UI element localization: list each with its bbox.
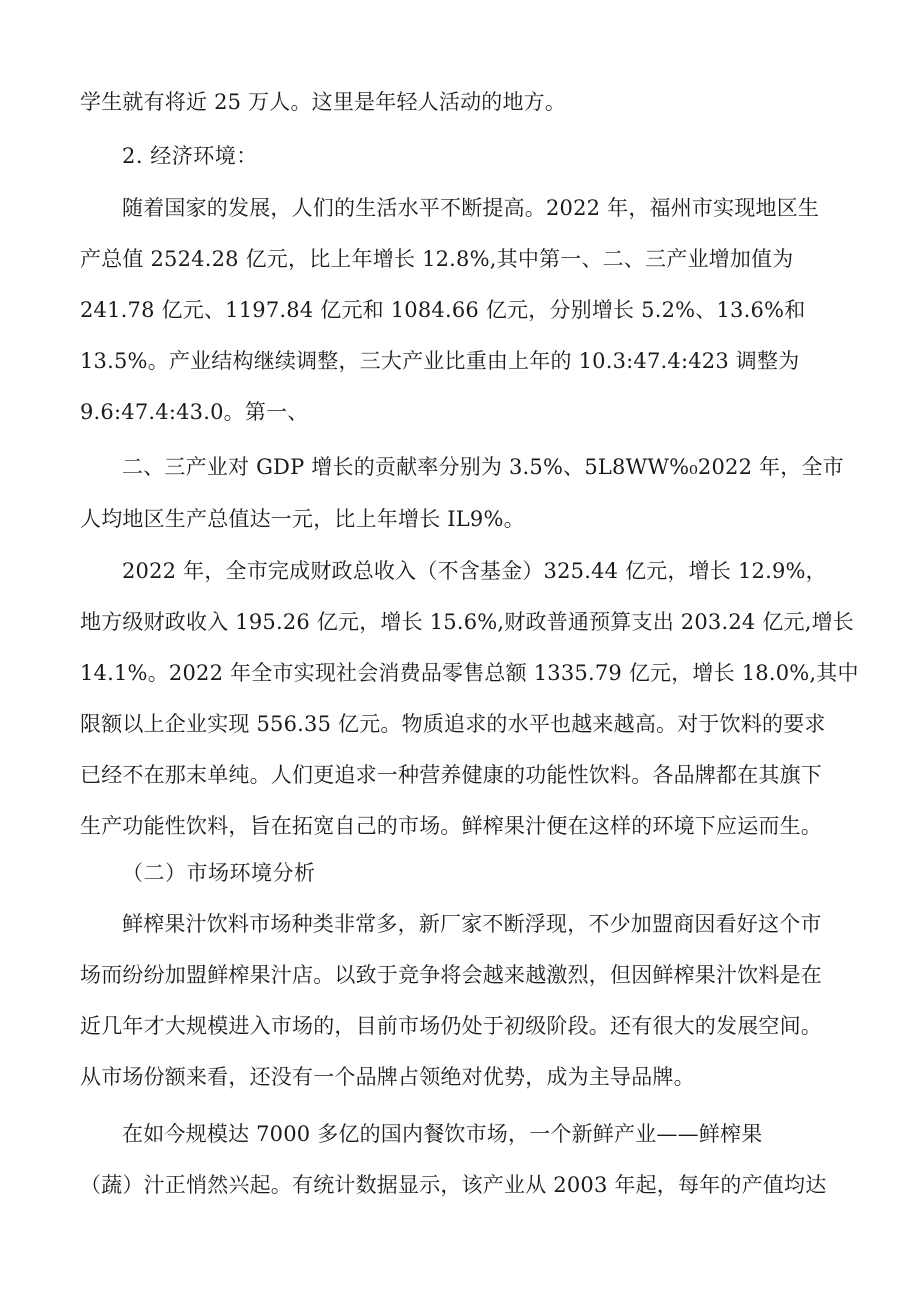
text-line: 241.78 亿元、1197.84 亿元和 1084.66 亿元，分别增长 5.2%、13.6%和 bbox=[80, 298, 806, 322]
text-line: 鲜榨果汁饮料市场种类非常多，新厂家不断浮现，不少加盟商因看好这个市 bbox=[122, 912, 822, 936]
text-line: 产总值 2524.28 亿元，比上年增长 12.8%,其中第一、二、三产业增加值为 bbox=[80, 247, 794, 271]
text-line: 已经不在那末单纯。人们更追求一种营养健康的功能性饮料。各品牌都在其旗下 bbox=[80, 763, 822, 787]
text-line: 学生就有将近 25 万人。这里是年轻人活动的地方。 bbox=[80, 90, 567, 114]
text-line: 9.6:47.4:43.0。第一、 bbox=[80, 400, 309, 424]
text-line: 二、三产业对 GDP 增长的贡献率分别为 3.5%、5L8WW%₀2022 年，全市 bbox=[122, 455, 844, 479]
text-line: 地方级财政收入 195.26 亿元，增长 15.6%,财政普通预算支出 203.24 亿元,增长 bbox=[80, 610, 854, 634]
text-line: 13.5%。产业结构继续调整，三大产业比重由上年的 10.3:47.4:423 调整为 bbox=[80, 349, 800, 373]
text-line: （蔬）汁正悄然兴起。有统计数据显示，该产业从 2003 年起，每年的产值均达 bbox=[80, 1173, 827, 1197]
text-line: 人均地区生产总值达一元，比上年增长 IL9%。 bbox=[80, 507, 525, 531]
text-line: 在如今规模达 7000 多亿的国内餐饮市场，一个新鲜产业——鲜榨果 bbox=[122, 1122, 763, 1146]
text-line: 14.1%。2022 年全市实现社会消费品零售总额 1335.79 亿元，增长 18.0%,其中 bbox=[80, 661, 859, 685]
text-line: 场而纷纷加盟鲜榨果汁店。以致于竞争将会越来越激烈，但因鲜榨果汁饮料是在 bbox=[80, 963, 822, 987]
text-line: 随着国家的发展，人们的生活水平不断提高。2022 年，福州市实现地区生 bbox=[122, 196, 820, 220]
text-line: 2022 年，全市完成财政总收入（不含基金）325.44 亿元，增长 12.9%， bbox=[122, 559, 827, 583]
section-heading-market-environment: （二）市场环境分析 bbox=[122, 861, 316, 885]
text-line: 近几年才大规模进入市场的，目前市场仍处于初级阶段。还有很大的发展空间。 bbox=[80, 1014, 822, 1038]
text-line: 生产功能性饮料，旨在拓宽自己的市场。鲜榨果汁便在这样的环境下应运而生。 bbox=[80, 814, 822, 838]
section-heading-economic-environment: 2. 经济环境： bbox=[122, 144, 258, 168]
text-line: 限额以上企业实现 556.35 亿元。物质追求的水平也越来越高。对于饮料的要求 bbox=[80, 712, 826, 736]
text-line: 从市场份额来看，还没有一个品牌占领绝对优势，成为主导品牌。 bbox=[80, 1065, 695, 1089]
